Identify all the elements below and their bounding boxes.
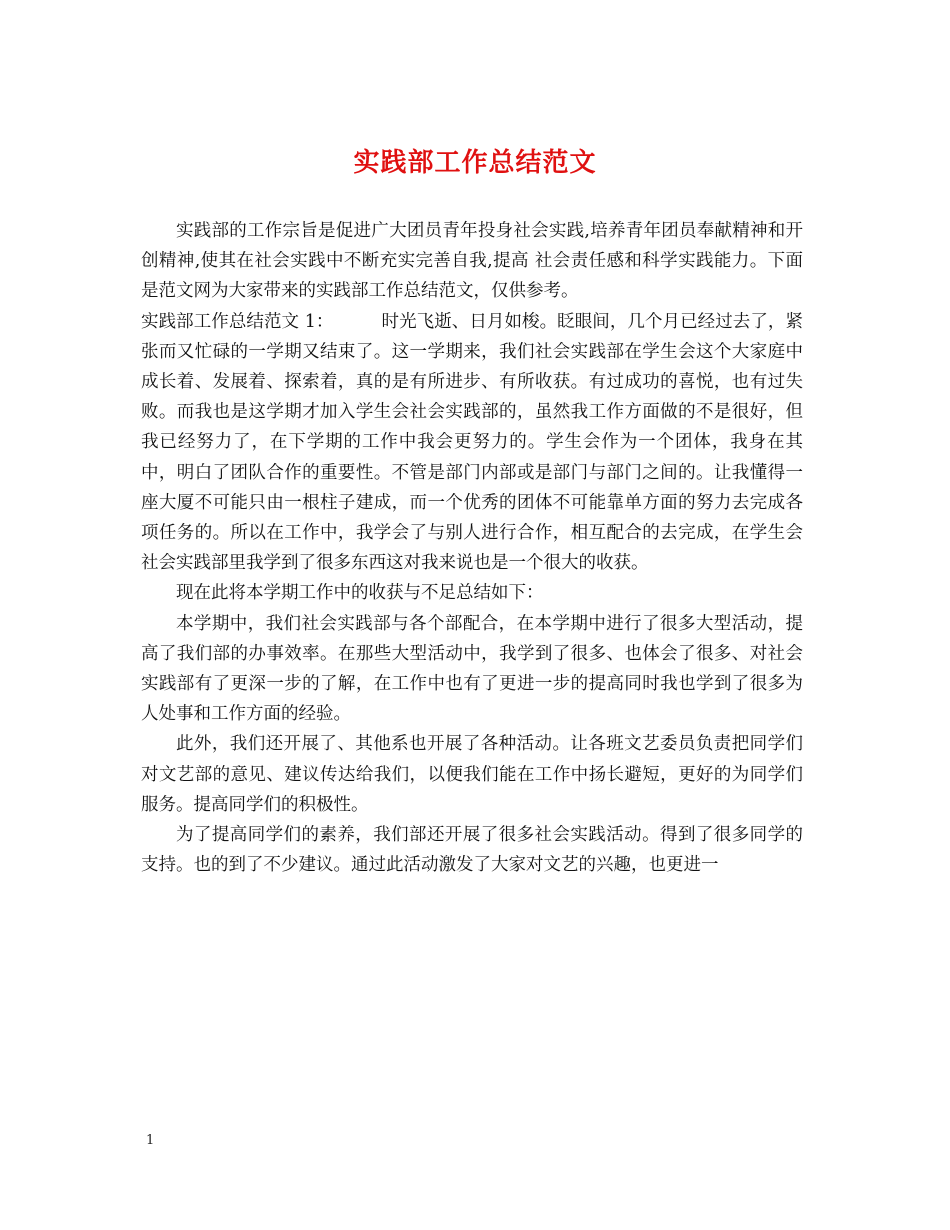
sample-paragraph [141, 307, 803, 579]
sample-text: 时光飞逝、日月如梭。眨眼间，几个月已经过去了，紧张而又忙碌的一学期又结束了。这一学期来，我们社会实践部在学生会这个大家庭中成长着、发展着、探索着，真的是有所进步、有所收获。有过成功的喜悦，也有过失败。而我也是这学期才加入学生会社会实践部的，虽然我工作方面做的不是很好，但我已经努力了，在下学期的工作中我会更努力的。学生会作为一个团体，我身在其中，明白了团队合作的重要性。不管是部门内部或是部门与部门之间的。让我懂得一座大厦不可能只由一根柱子建成，而一个优秀的团体不可能靠单方面的努力去完成各项任务的。所以在工作中，我学会了与别人进行合作，相互配合的去完成，在学生会社会实践部里我学到了很多东西这对我来说也是一个很大的收获。 [141, 311, 803, 574]
activities-paragraph: 本学期中，我们社会实践部与各个部配合，在本学期中进行了很多大型活动，提高了我们部的办事效率。在那些大型活动中，我学到了很多、也体会了很多、对社会实践部有了更深一步的了解，在工作中也有了更进一步的提高同时我也学到了很多为人处事和工作方面的经验。 [141, 613, 803, 725]
document-title: 实践部工作总结范文 [353, 148, 597, 178]
quality-paragraph: 为了提高同学们的素养，我们部还开展了很多社会实践活动。得到了很多同学的支持。也的到了不少建议。通过此活动激发了大家对文艺的兴趣，也更进一 [141, 825, 803, 876]
summary-paragraph: 现在此将本学期工作中的收获与不足总结如下： [176, 583, 544, 604]
document-body [141, 216, 803, 880]
page-number: 1 [146, 1133, 155, 1148]
other-activities-paragraph: 此外，我们还开展了、其他系也开展了各种活动。让各班文艺委员负责把同学们对文艺部的意见、建议传达给我们，以便我们能在工作中扬长避短，更好的为同学们服务。提高同学们的积极性。 [141, 734, 803, 815]
sample-label: 实践部工作总结范文 1： [141, 311, 334, 332]
intro-paragraph: 实践部的工作宗旨是促进广大团员青年投身社会实践,培养青年团员奉献精神和开创精神,使其在社会实践中不断充实完善自我,提高 社会责任感和科学实践能力。下面是范文网为大家带来的实践部工作总结范文，仅供参考。 [141, 221, 803, 302]
